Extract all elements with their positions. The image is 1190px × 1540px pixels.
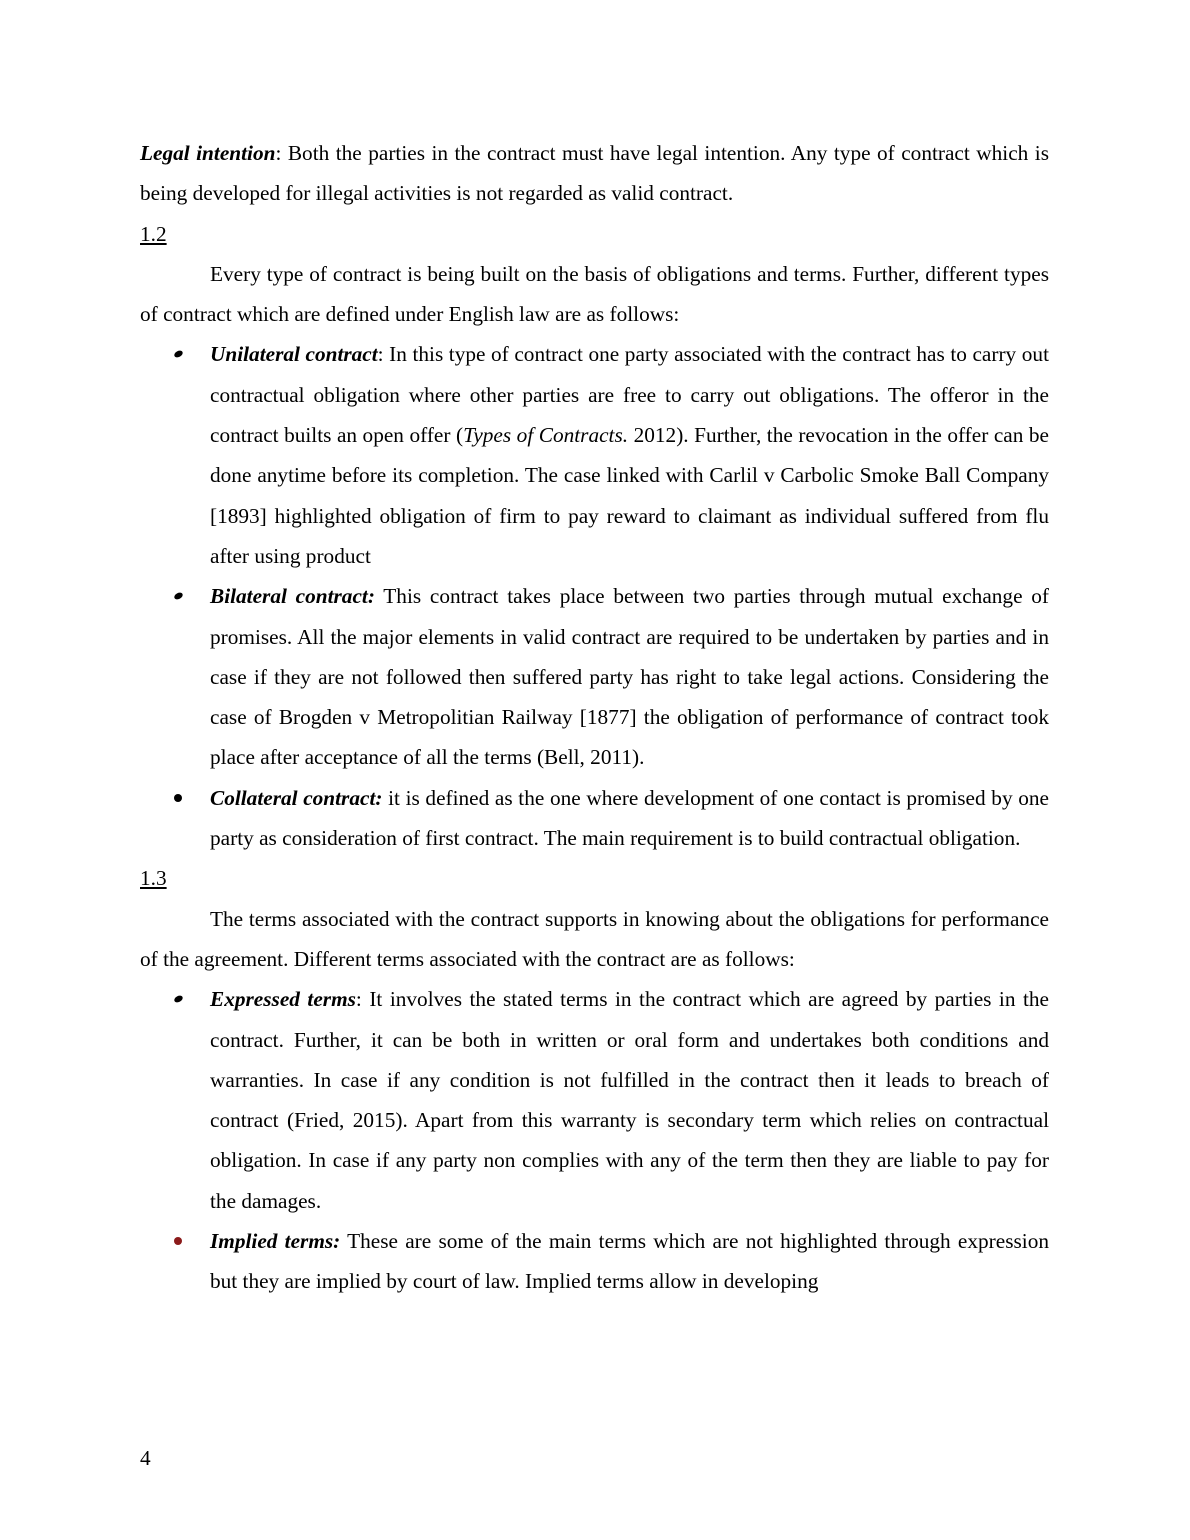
- section-heading-1-3: 1.3: [140, 866, 167, 891]
- list-item-collateral: Collateral contract: it is defined as the one where development of one contact is promised by one party as consideration of first contract. The main requirement is to build contractual obligation.: [140, 778, 1049, 859]
- expressed-term: Expressed terms: [210, 987, 356, 1012]
- contract-terms-list: [140, 979, 1049, 1301]
- legal-intention-text: Both the parties in the contract must have legal intention. Any type of contract which is being developed for illegal activities is not regarded as valid contract.: [140, 141, 1049, 206]
- list-item-bilateral: Bilateral contract: This contract takes place between two parties through mutual exchange of promises. All the major elements in valid contract are required to be undertaken by parties and in case if they are not followed then suffered party has right to take legal actions. Considering the case of Brogden v Metropolitian Railway [1877] the obligation of performance of contract took place after acceptance of all the terms (Bell, 2011).: [140, 576, 1049, 777]
- list-item-unilateral: Unilateral contract: In this type of contract one party associated with the contract has to carry out contractual obligation where other parties are free to carry out obligations. The offeror in the contract builts an open offer (Types of Contracts. 2012). Further, the revocation in the offer can be done anytime before its completion. The case linked with Carlil v Carbolic Smoke Ball Company [1893] highlighted obligation of firm to pay reward to claimant as individual suffered from flu after using product: [140, 334, 1049, 576]
- page-number: 4: [140, 1446, 151, 1470]
- bullet-icon: [174, 1237, 182, 1245]
- unilateral-term: Unilateral contract: [210, 342, 378, 367]
- bullet-icon: [174, 794, 182, 802]
- implied-term: Implied terms:: [210, 1229, 341, 1254]
- citation: Types of Contracts.: [463, 423, 629, 448]
- bullet-icon: [173, 350, 184, 360]
- document-page: [140, 133, 1049, 1302]
- bilateral-term: Bilateral contract:: [210, 584, 375, 609]
- section-1-3-intro: The terms associated with the contract supports in knowing about the obligations for performance of the agreement. Different terms associated with the contract are as follows:: [140, 906, 1049, 971]
- bullet-icon: [173, 994, 184, 1004]
- section-heading-1-2: 1.2: [140, 221, 167, 246]
- collateral-term: Collateral contract:: [210, 785, 383, 810]
- legal-intention-paragraph: Legal intention: Both the parties in the contract must have legal intention. Any type of contract which is being developed for illegal activities is not regarded as valid contract.: [140, 141, 1049, 206]
- bullet-icon: [173, 592, 184, 602]
- section-1-2-intro: Every type of contract is being built on the basis of obligations and terms. Further, different types of contract which are defined under English law are as follows:: [140, 261, 1049, 327]
- list-item-implied-terms: Implied terms: These are some of the main terms which are not highlighted through expression but they are implied by court of law. Implied terms allow in developing: [140, 1221, 1049, 1302]
- contract-types-list: [140, 334, 1049, 858]
- legal-intention-term: Legal intention: [140, 141, 276, 165]
- list-item-expressed-terms: Expressed terms: It involves the stated terms in the contract which are agreed by parties in the contract. Further, it can be both in written or oral form and undertakes both conditions and warranties. In case if any condition is not fulfilled in the contract then it leads to breach of contract (Fried, 2015). Apart from this warranty is secondary term which relies on contractual obligation. In case if any party non complies with any of the term then they are liable to pay for the damages.: [140, 979, 1049, 1221]
